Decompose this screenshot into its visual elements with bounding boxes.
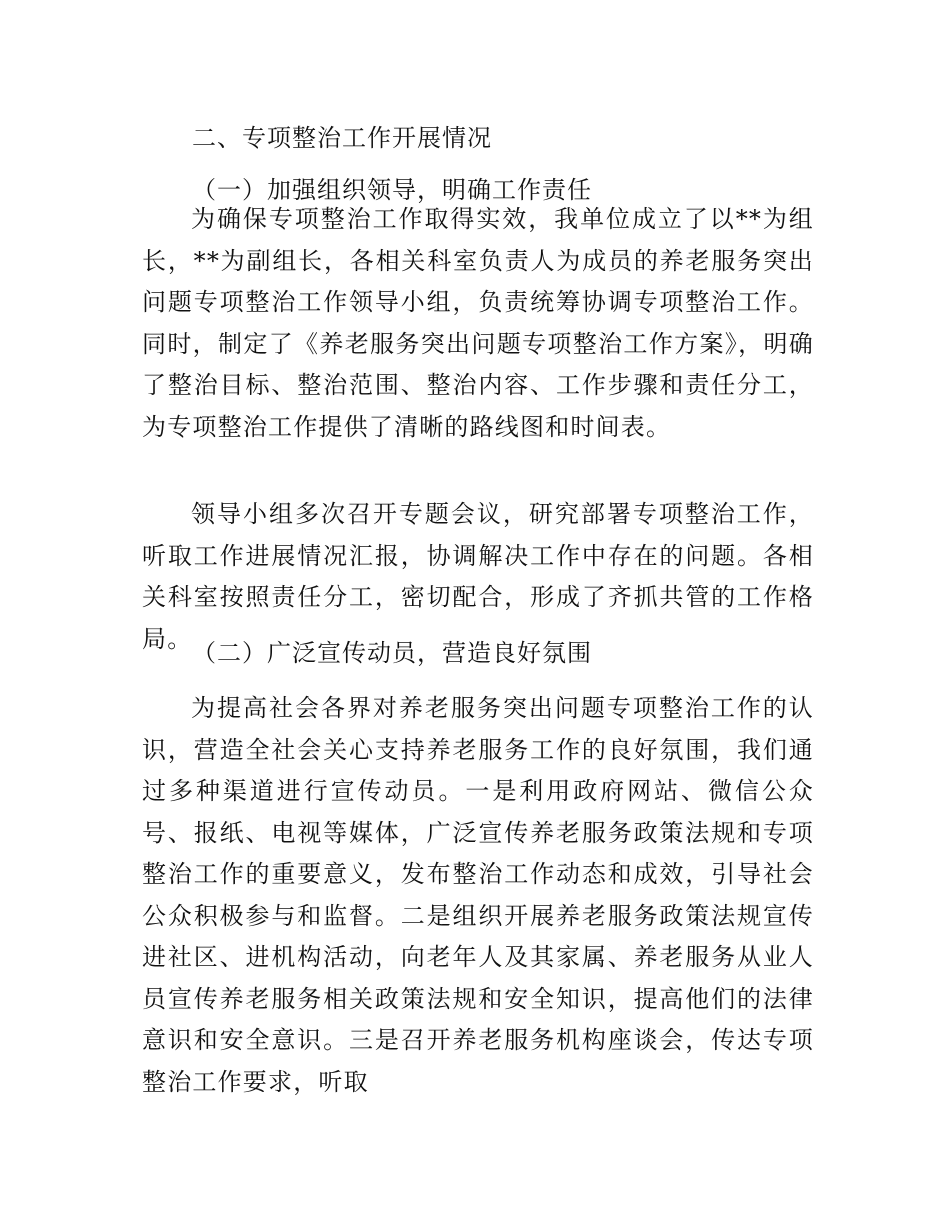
paragraph-2: 领导小组多次召开专题会议，研究部署专项整治工作，听取工作进展情况汇报，协调解决工作中存在的问题。各相关科室按照责任分工，密切配合，形成了齐抓共管的工作格局。: [142, 500, 814, 653]
section-heading: 二、专项整治工作开展情况: [192, 124, 492, 152]
paragraph-1: 为确保专项整治工作取得实效，我单位成立了以**为组长，**为副组长，各相关科室负责人为成员的养老服务突出问题专项整治工作领导小组，负责统筹协调专项整治工作。同时，制定了《养老服务突出问题专项整治工作方案》，明确了整治目标、整治范围、整治内容、工作步骤和责任分工，为专项整治工作提供了清晰的路线图和时间表。: [142, 205, 814, 441]
paragraph-3: 为提高社会各界对养老服务突出问题专项整治工作的认识，营造全社会关心支持养老服务工作的良好氛围，我们通过多种渠道进行宣传动员。一是利用政府网站、微信公众号、报纸、电视等媒体，广泛宣传养老服务政策法规和专项整治工作的重要意义，发布整治工作动态和成效，引导社会公众积极参与和监督。二是组织开展养老服务政策法规宣传进社区、进机构活动，向老年人及其家属、养老服务从业人员宣传养老服务相关政策法规和安全知识，提高他们的法律意识和安全意识。三是召开养老服务机构座谈会，传达专项整治工作要求，听取: [142, 694, 814, 1096]
subheading-1: （一）加强组织领导，明确工作责任: [192, 176, 592, 204]
subheading-2: （二）广泛宣传动员，营造良好氛围: [192, 639, 592, 667]
